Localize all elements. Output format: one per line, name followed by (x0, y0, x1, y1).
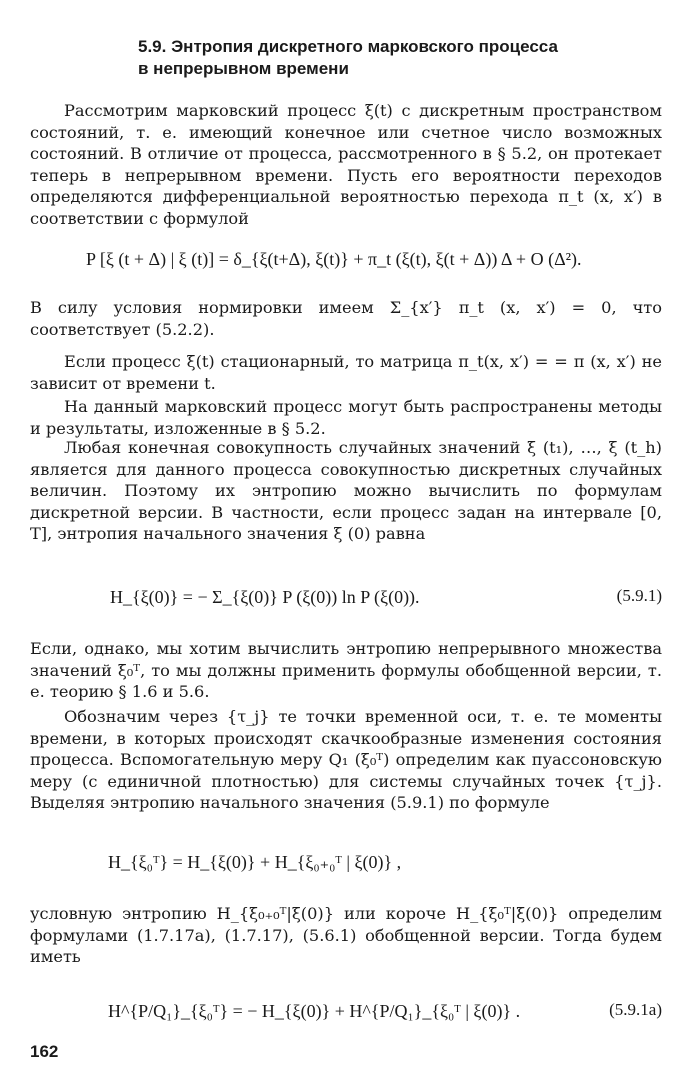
section-heading-line-2: в непрерывном времени (138, 59, 349, 78)
equation-number-5-9-1a: (5.9.1а) (609, 1000, 662, 1019)
paragraph-stationary: Если процесс ξ(t) стационарный, то матрица π_t(x, x′) = = π (x, x′) не зависит от времени t. (30, 352, 662, 393)
equation-number-5-9-1: (5.9.1) (616, 586, 662, 605)
paragraph-continuous-set: Если, однако, мы хотим вычислить энтропию непрерывного множества значений ξ₀ᵀ, то мы должны применить формулы обобщенной версии, т. е. теорию § 1.6 и 5.6. (30, 639, 662, 702)
page-number: 162 (30, 1042, 59, 1061)
paragraph-conditional-entropy: условную энтропию H_{ξ₀₊₀ᵀ|ξ(0)} или короче H_{ξ₀ᵀ|ξ(0)} определим формулами (1.7.17а), (1.7.17), (5.6.1) обобщенной версии. Тогда будем иметь (30, 904, 662, 967)
book-page (30, 0, 666, 1084)
paragraph-finite-set: Любая конечная совокупность случайных значений ξ (t₁), …, ξ (t_h) является для данного процесса совокупностью дискретных случайных величин. Поэтому их энтропию можно вычислить по формулам дискретной версии. В частности, если процесс задан на интервале [0, T], энтропия начального значения ξ (0) равна (30, 438, 662, 544)
section-heading-line-1: 5.9. Энтропия дискретного марковского процесса (138, 37, 558, 56)
equation-5-9-1a: H^{P/Q₁}_{ξ₀ᵀ} = − H_{ξ(0)} + H^{P/Q₁}_{ξ₀ᵀ | ξ(0)} . (108, 1001, 521, 1021)
paragraph-methods: На данный марковский процесс могут быть распространены методы и результаты, изложенные в § 5.2. (30, 397, 662, 438)
paragraph-normalization: В силу условия нормировки имеем Σ_{x′} π_t (x, x′) = 0, что соответствует (5.2.2). (30, 298, 662, 339)
section-heading (138, 36, 638, 80)
paragraph-intro: Рассмотрим марковский процесс ξ(t) с дискретным пространством состояний, т. е. имеющий конечное или счетное число возможных состояний. В отличие от процесса, рассмотренного в § 5.2, он протекает теперь в непрерывном времени. Пусть его вероятности переходов определяются дифференциальной вероятностью перехода π_t (x, x′) в соответствии с формулой (30, 101, 662, 228)
equation-transition-probability: P [ξ (t + Δ) | ξ (t)] = δ_{ξ(t+Δ), ξ(t)} + π_t (ξ(t), ξ(t + Δ)) Δ + O (Δ²). (86, 249, 582, 269)
paragraph-jump-points: Обозначим через {τ_j} те точки временной оси, т. е. те моменты времени, в которых происходят скачкообразные изменения состояния процесса. Вспомогательную меру Q₁ (ξ₀ᵀ) определим как пуассоновскую меру (с единичной плотностью) для системы случайных точек {τ_j}. Выделяя энтропию начального значения (5.9.1) по формуле (30, 707, 662, 813)
equation-5-9-1: H_{ξ(0)} = − Σ_{ξ(0)} P (ξ(0)) ln P (ξ(0)). (110, 587, 420, 607)
equation-entropy-decomposition: H_{ξ₀ᵀ} = H_{ξ(0)} + H_{ξ₀₊₀ᵀ | ξ(0)} , (108, 852, 402, 872)
